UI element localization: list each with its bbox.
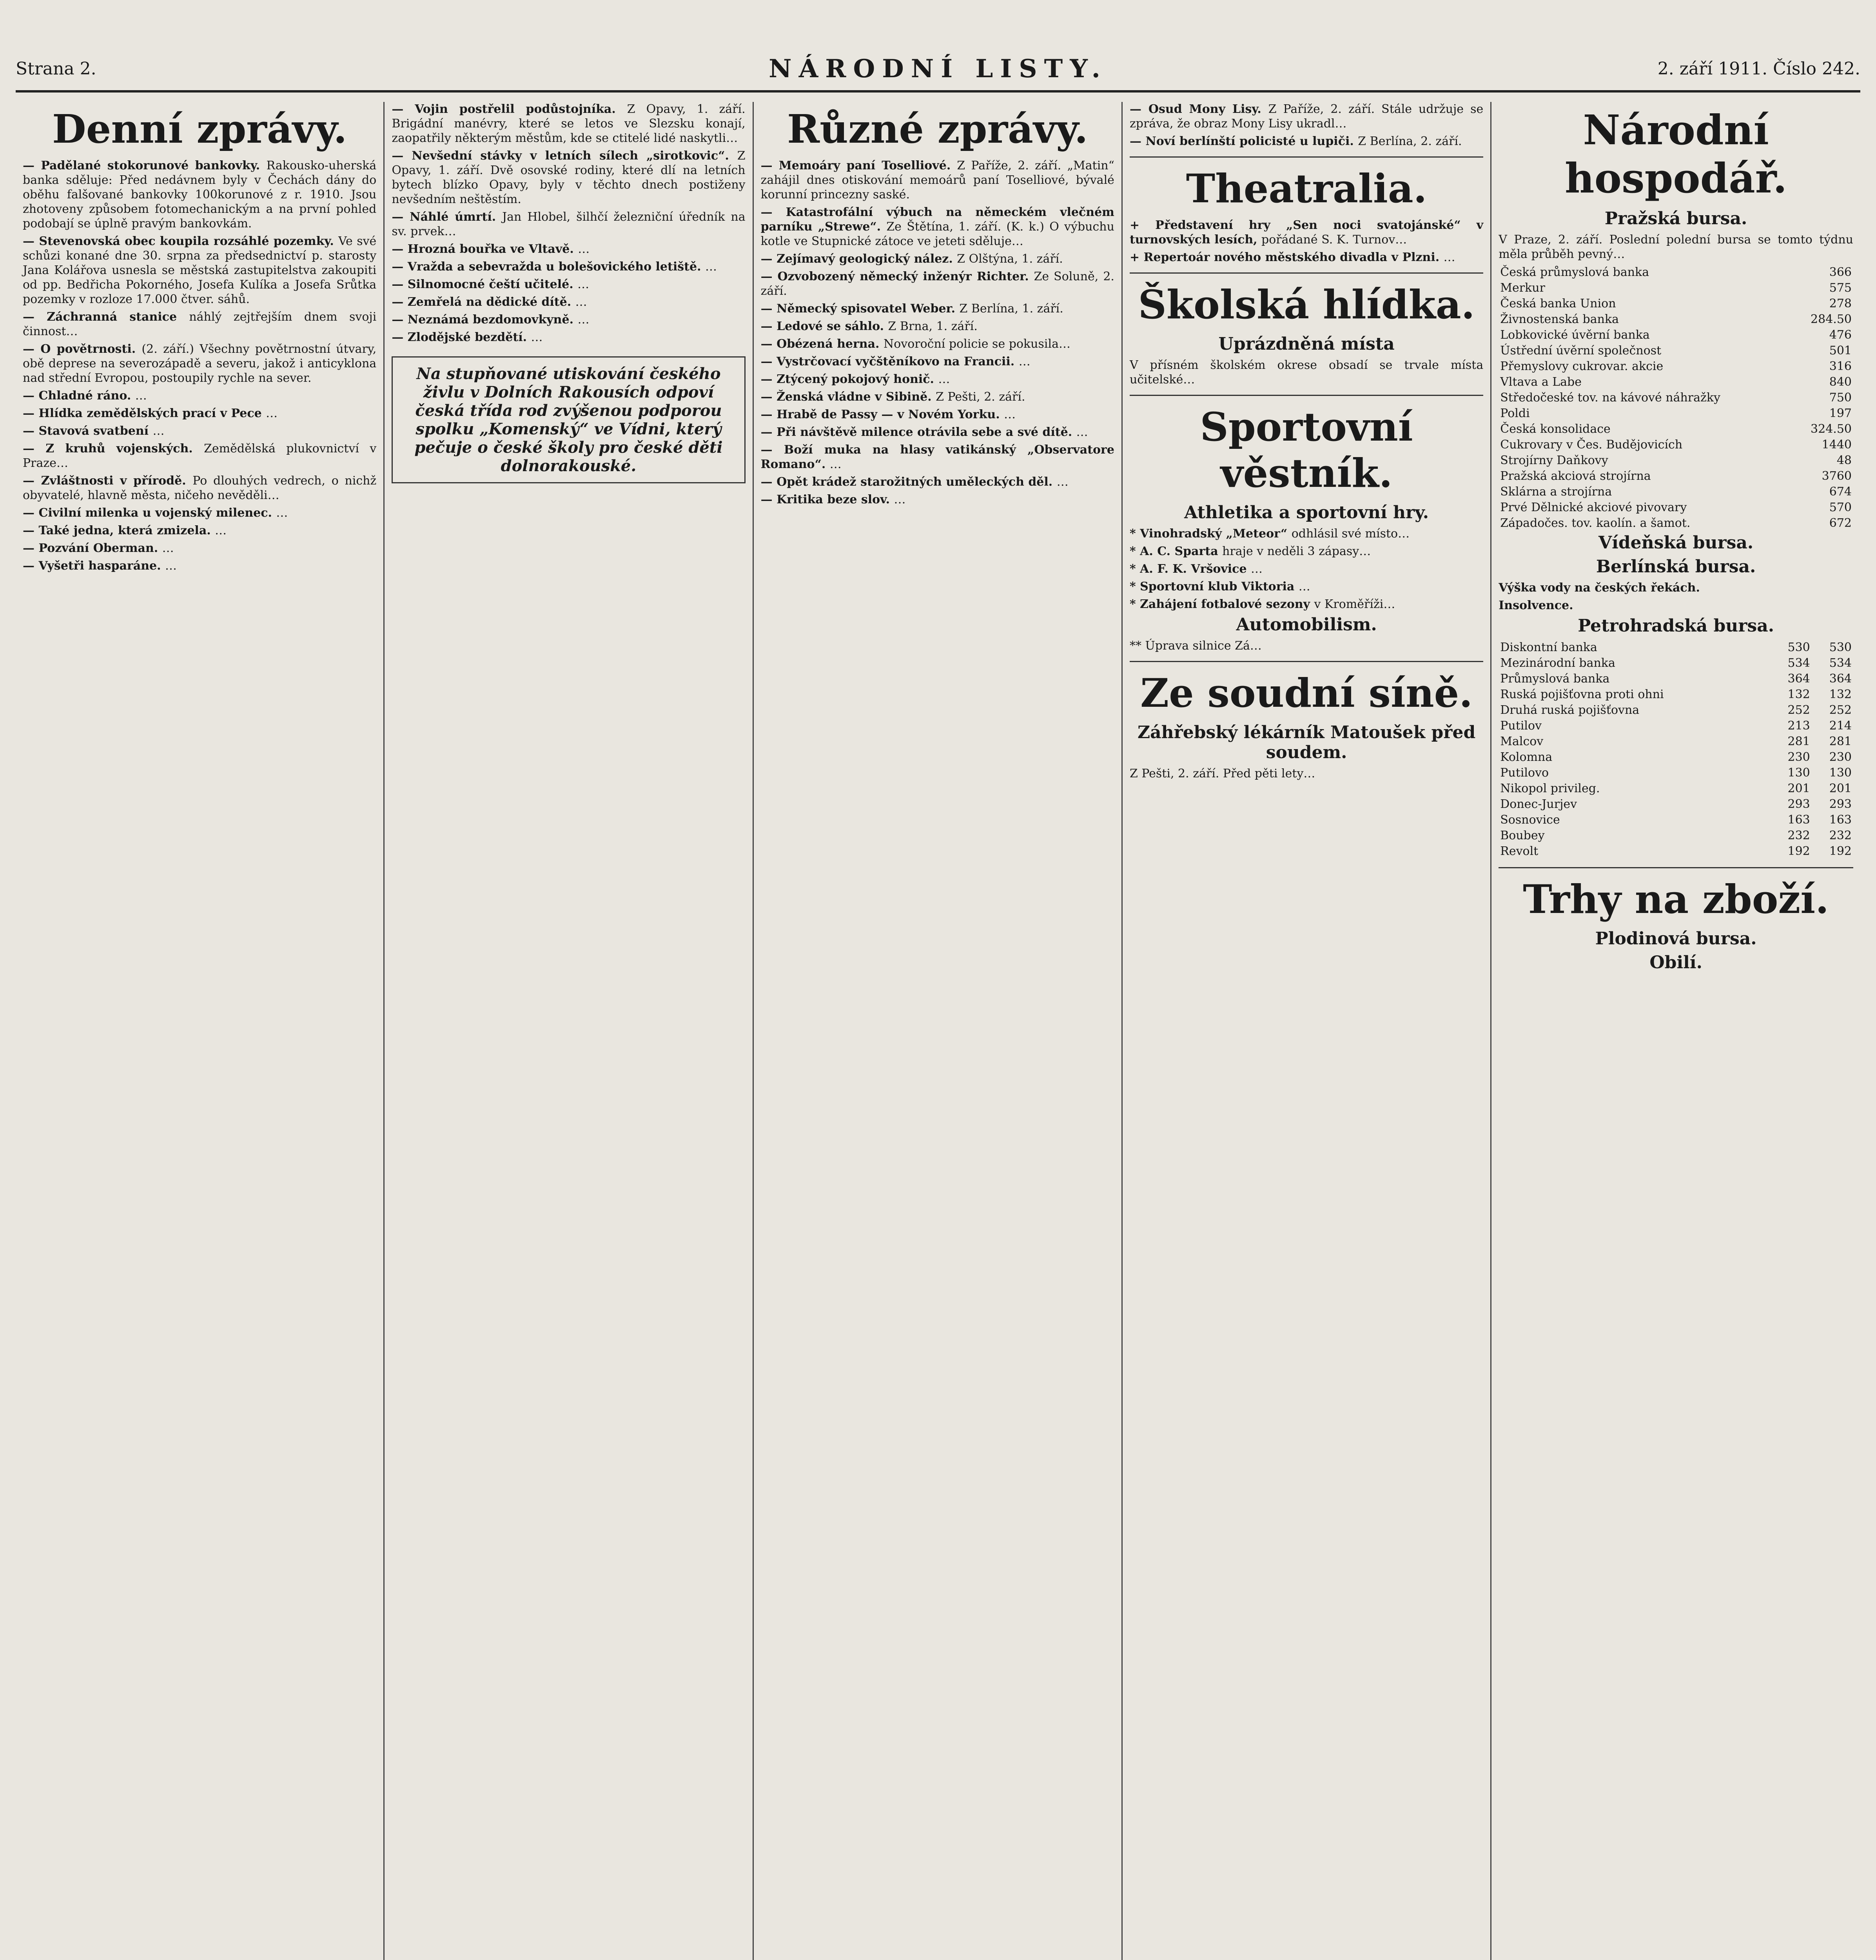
article-lead: — Záchranná stanice xyxy=(23,310,189,324)
article-lead: + Repertoár nového městského divadla v Plzni. xyxy=(1129,250,1444,264)
row-value: 163 xyxy=(1829,813,1852,827)
row-value: 230 xyxy=(1787,750,1810,764)
row-value: 201 xyxy=(1787,782,1810,795)
article xyxy=(23,342,376,385)
row-value: 197 xyxy=(1829,407,1852,420)
row-label: Vltava a Labe xyxy=(1500,375,1582,389)
sport-subtitle: Athletika a sportovní hry. xyxy=(1184,503,1429,523)
row-label: Ruská pojišťovna proti ohni xyxy=(1500,688,1664,701)
article-lead: * Vinohradský „Meteor“ xyxy=(1129,527,1292,541)
article-text: … xyxy=(829,457,842,471)
article-lead: — Nevšední stávky v letních sílech „sirotkovic“. xyxy=(392,149,737,163)
row-value: 324.50 xyxy=(1811,422,1852,436)
article-text: Ve své schůzi konané dne 30. srpna za předsednictví p. starosty Jana Kolářova usnesla se městská zastupitelstva zakoupiti od pp. Bedřicha Pokorného, Josefa Kulíka a Josefa Srůtka pozemky v rozloze 17.000 čtver. sáhů. xyxy=(23,234,377,306)
issue-date: 2. září 1911. Číslo 242. xyxy=(1657,58,1860,79)
article-text: Z Brna, 1. září. xyxy=(888,319,978,333)
article-lead: — Stevenovská obec koupila rozsáhlé pozemky. xyxy=(23,234,339,248)
article-lead: — Katastrofální výbuch na německém vlečném parníku „Strewe“. xyxy=(760,205,1114,234)
row-value: 530 xyxy=(1829,641,1852,654)
article-text: … xyxy=(938,372,950,386)
article-text: … xyxy=(1018,355,1031,368)
article-lead: * Sportovní klub Viktoria xyxy=(1129,580,1299,593)
table-row xyxy=(1499,500,1853,515)
article xyxy=(761,158,1114,202)
article-text: Z Pešti, 2. září. xyxy=(936,390,1025,404)
column-2-articles xyxy=(392,102,745,345)
article-lead: — Ozvobozený německý inženýr Richter. xyxy=(760,270,1034,283)
row-label: Přemyslovy cukrovar. akcie xyxy=(1500,359,1664,373)
table-row xyxy=(1499,484,1853,500)
row-label: Prvé Dělnické akciové pivovary xyxy=(1500,501,1687,514)
table-row xyxy=(1499,265,1853,280)
section-title-misc-news: Různé zprávy. xyxy=(787,106,1088,152)
column-3 xyxy=(754,102,1123,1960)
table-row xyxy=(1499,687,1853,702)
article-text: Zemědělská plukovnictví v Praze… xyxy=(23,442,377,470)
section-title-school: Školská hlídka. xyxy=(1138,281,1475,328)
article xyxy=(1130,579,1483,594)
table-row xyxy=(1499,390,1853,406)
section-title-daily-news: Denní zprávy. xyxy=(52,106,347,152)
row-label: Česká konsolidace xyxy=(1500,422,1611,436)
row-label: Merkur xyxy=(1500,281,1545,295)
row-value: 201 xyxy=(1829,782,1852,795)
column-4 xyxy=(1123,102,1491,1960)
table-row xyxy=(1499,437,1853,453)
article-lead: * A. C. Sparta xyxy=(1129,544,1223,558)
row-label: Pražská akciová strojírna xyxy=(1500,469,1651,483)
article-text: … xyxy=(266,407,278,420)
article-text: Po dlouhých vedrech, o nichž obyvatelé, hlavně města, ničeho nevěděli… xyxy=(23,474,377,502)
row-value: 278 xyxy=(1829,297,1852,310)
table-row xyxy=(1499,781,1853,797)
article xyxy=(761,319,1114,334)
article-text: Ze Štětína, 1. září. (K. k.) O výbuchu kotle ve Stupnické zátoce ve jeteti sděluje… xyxy=(760,220,1114,248)
row-value: 252 xyxy=(1829,703,1852,717)
table-row xyxy=(1499,468,1853,484)
article-text: Novoroční policie se pokusila… xyxy=(883,337,1070,351)
table-row xyxy=(1499,640,1853,655)
row-label: Lobkovické úvěrní banka xyxy=(1500,328,1650,342)
article-lead: — Zemřelá na dědické dítě. xyxy=(392,295,575,309)
row-label: Poldi xyxy=(1500,407,1530,420)
table-row xyxy=(1499,374,1853,390)
article xyxy=(761,354,1114,369)
article xyxy=(761,372,1114,387)
article xyxy=(1130,218,1483,247)
row-value: 501 xyxy=(1829,344,1852,358)
row-value: 293 xyxy=(1787,797,1810,811)
article xyxy=(392,102,745,145)
auto-text: ** Úprava silnice Zá… xyxy=(1129,639,1262,653)
article xyxy=(761,337,1114,351)
article xyxy=(23,158,376,231)
misc-news-articles xyxy=(761,158,1114,507)
article xyxy=(1130,544,1483,559)
row-value: 192 xyxy=(1829,844,1852,858)
row-value: 750 xyxy=(1829,391,1852,405)
article xyxy=(23,541,376,555)
article xyxy=(761,390,1114,404)
article-text: Jan Hlobel, šilhčí železniční úředník na sv. prvek… xyxy=(392,210,746,238)
row-value: 192 xyxy=(1787,844,1810,858)
article-text: (2. září.) Všechny povětrnostní útvary, obě deprese na severozápadě a severu, jakož i anticyklona nad střední Evropou, postoupily rychle na sever. xyxy=(23,342,377,385)
article xyxy=(1130,134,1483,149)
petrograd-table xyxy=(1499,640,1853,859)
article xyxy=(392,295,745,309)
article-text: Z Paříže, 2. září. „Matin“ zahájil dnes otiskování memoárů paní Toselliové, bývalé korunní princezny saské. xyxy=(760,159,1114,201)
auto-subtitle: Automobilism. xyxy=(1236,615,1377,635)
article-text: … xyxy=(575,295,587,309)
article-lead: — Zlodějské bezdětí. xyxy=(392,330,531,344)
column-2 xyxy=(385,102,753,1960)
article xyxy=(1130,102,1483,131)
article-lead: — Německý spisovatel Weber. xyxy=(760,302,960,316)
table-row xyxy=(1499,359,1853,374)
row-label: Česká banka Union xyxy=(1500,297,1616,310)
table-row xyxy=(1499,671,1853,687)
insolvency: Insolvence. xyxy=(1499,599,1573,612)
row-label: Živnostenská banka xyxy=(1500,312,1619,326)
row-value: 534 xyxy=(1829,656,1852,670)
table-row xyxy=(1499,296,1853,312)
article xyxy=(392,149,745,207)
row-value: 476 xyxy=(1829,328,1852,342)
table-row xyxy=(1499,797,1853,812)
section-title-sport: Sportovní věstník. xyxy=(1200,404,1413,496)
section-title-theatralia: Theatralia. xyxy=(1186,165,1427,212)
row-value: 364 xyxy=(1829,672,1852,686)
row-value: 1440 xyxy=(1822,438,1852,452)
row-label: Mezinárodní banka xyxy=(1500,656,1615,670)
article xyxy=(23,424,376,438)
article-lead: — O povětrnosti. xyxy=(23,342,142,356)
row-value: 281 xyxy=(1829,735,1852,748)
article-lead: — Osud Mony Lisy. xyxy=(1129,102,1268,116)
article-lead: — Chladné ráno. xyxy=(23,389,135,403)
article xyxy=(23,474,376,503)
article-lead: — Pozvání Oberman. xyxy=(23,541,162,555)
row-value: 281 xyxy=(1787,735,1810,748)
grain-title: Obilí. xyxy=(1649,953,1702,973)
article-text: … xyxy=(1004,408,1016,421)
article-text: … xyxy=(1076,425,1088,439)
article-text: v Kroměříži… xyxy=(1314,597,1395,611)
row-value: 213 xyxy=(1787,719,1810,733)
article-text: … xyxy=(1443,250,1455,264)
article-text: Z Opavy, 1. září. Brigádní manévry, které se letos ve Slezsku konají, zaopatřily některým městům, kde se ctitelé lidé naskytli… xyxy=(392,102,746,145)
table-row xyxy=(1499,702,1853,718)
article-text: Z Berlína, 2. září. xyxy=(1358,134,1462,148)
table-row xyxy=(1499,718,1853,734)
court-subtitle: Záhřebský lékárník Matoušek před soudem. xyxy=(1137,722,1476,762)
newspaper-page xyxy=(16,0,1860,1960)
article-text: … xyxy=(215,524,227,537)
article xyxy=(392,330,745,345)
section-title-markets: Trhy na zboží. xyxy=(1523,876,1829,922)
row-label: Diskontní banka xyxy=(1500,641,1597,654)
row-label: Průmyslová banka xyxy=(1500,672,1610,686)
section-title-court: Ze soudní síně. xyxy=(1140,670,1473,716)
article xyxy=(1130,526,1483,541)
article-lead: — Memoáry paní Toselliové. xyxy=(760,159,957,172)
article xyxy=(761,475,1114,489)
article-text: … xyxy=(152,424,165,438)
table-row xyxy=(1499,280,1853,296)
row-value: 840 xyxy=(1829,375,1852,389)
vienna-bourse-title: Vídeňská bursa. xyxy=(1598,533,1754,553)
row-value: 364 xyxy=(1787,672,1810,686)
row-label: Druhá ruská pojišťovna xyxy=(1500,703,1640,717)
row-value: 530 xyxy=(1787,641,1810,654)
row-label: Malcov xyxy=(1500,735,1544,748)
columns xyxy=(16,102,1860,1960)
row-value: 230 xyxy=(1829,750,1852,764)
article xyxy=(1130,597,1483,612)
table-row xyxy=(1499,343,1853,359)
row-value: 672 xyxy=(1829,516,1852,530)
article-text: Rakousko-uherská banka sděluje: Před nedávnem byly v Čechách dány do oběhu falšované bankovky 100korunové z r. 1910. Jsou zhotoveny způsobem fotomechanickým a na první pohled podobají se úplně pravým bankovkám. xyxy=(23,159,377,230)
row-value: 316 xyxy=(1829,359,1852,373)
article xyxy=(23,523,376,538)
row-value: 163 xyxy=(1787,813,1810,827)
table-row xyxy=(1499,828,1853,844)
row-value: 284.50 xyxy=(1811,312,1852,326)
table-row xyxy=(1499,312,1853,327)
article xyxy=(761,492,1114,507)
row-value: 366 xyxy=(1829,265,1852,279)
row-value: 674 xyxy=(1829,485,1852,499)
article-text: … xyxy=(531,330,543,344)
article-lead: — Zejímavý geologický nález. xyxy=(760,252,957,266)
article-text: … xyxy=(705,260,717,274)
page-number: Strana 2. xyxy=(16,58,96,79)
article-lead: — Náhlé úmrtí. xyxy=(392,210,503,224)
row-label: Putilovo xyxy=(1500,766,1549,780)
prague-bourse-title: Pražská bursa. xyxy=(1604,209,1747,229)
table-row xyxy=(1499,844,1853,859)
article-text: … xyxy=(162,541,174,555)
article xyxy=(761,407,1114,422)
article xyxy=(1130,250,1483,265)
article-lead: — Ledové se sáhlo. xyxy=(760,319,888,333)
row-value: 575 xyxy=(1829,281,1852,295)
section-title-economy: Národní hospodář. xyxy=(1565,106,1787,202)
article-lead: — Při návštěvě milence otrávila sebe a své dítě. xyxy=(760,425,1076,439)
article-lead: — Kritika beze slov. xyxy=(760,493,894,506)
article-lead: — Ztýcený pokojový honič. xyxy=(760,372,938,386)
table-row xyxy=(1499,655,1853,671)
article-text: … xyxy=(165,559,177,573)
row-label: Revolt xyxy=(1500,844,1539,858)
row-label: Sosnovice xyxy=(1500,813,1560,827)
article-lead: — Opět krádež starožitných uměleckých děl. xyxy=(760,475,1057,489)
table-row xyxy=(1499,765,1853,781)
court-text: Z Pešti, 2. září. Před pěti lety… xyxy=(1129,767,1315,780)
article xyxy=(23,406,376,421)
article-text: … xyxy=(578,242,590,256)
row-label: Donec-Jurjev xyxy=(1500,797,1577,811)
row-label: Česká průmyslová banka xyxy=(1500,265,1649,279)
article-text: … xyxy=(135,389,147,403)
article-text: Ze Soluně, 2. září. xyxy=(760,270,1114,298)
row-value: 570 xyxy=(1829,501,1852,514)
article-lead: — Civilní milenka u vojenský milenec. xyxy=(23,506,276,520)
article-lead: — Obézená herna. xyxy=(760,337,884,351)
petrograd-bourse-title: Petrohradská bursa. xyxy=(1578,616,1774,636)
article xyxy=(1130,562,1483,576)
masthead-title: NÁRODNÍ LISTY. xyxy=(769,54,1107,83)
article xyxy=(761,252,1114,266)
article-lead: — Padělané stokorunové bankovky. xyxy=(23,159,267,172)
table-row xyxy=(1499,421,1853,437)
row-label: Nikopol privileg. xyxy=(1500,782,1600,795)
school-text: V přísném školském okrese obsadí se trvale místa učitelské… xyxy=(1129,358,1484,387)
article-lead: — Ženská vládne v Sibině. xyxy=(760,390,936,404)
article-lead: — Vyšetři hasparáne. xyxy=(23,559,165,573)
article-lead: — Neznámá bezdomovkyně. xyxy=(392,313,578,327)
berlin-bourse-title: Berlínská bursa. xyxy=(1596,557,1756,577)
article-lead: — Hlídka zemědělských prací v Pece xyxy=(23,407,266,420)
article xyxy=(23,506,376,520)
table-row xyxy=(1499,812,1853,828)
theatralia-articles xyxy=(1130,218,1483,265)
article xyxy=(23,388,376,403)
article-text: Z Olštýna, 1. září. xyxy=(957,252,1063,266)
row-label: Sklárna a strojírna xyxy=(1500,485,1612,499)
row-value: 232 xyxy=(1787,829,1810,842)
row-label: Strojírny Daňkovy xyxy=(1500,454,1608,467)
row-value: 252 xyxy=(1787,703,1810,717)
prague-bourse-text: V Praze, 2. září. Poslední polední bursa se tomto týdnu měla průběh pevný… xyxy=(1499,233,1853,261)
sport-articles xyxy=(1130,526,1483,612)
table-row xyxy=(1499,515,1853,531)
article xyxy=(392,312,745,327)
row-value: 132 xyxy=(1829,688,1852,701)
article xyxy=(761,269,1114,298)
article-text: … xyxy=(1298,580,1310,593)
article-text: … xyxy=(894,493,906,506)
article xyxy=(761,205,1114,249)
article-lead: + Představení hry „Sen noci svatojánské“ v turnovských lesích, xyxy=(1129,218,1484,247)
article xyxy=(392,210,745,239)
article-text: Z Paříže, 2. září. Stále udržuje se zpráva, že obraz Mony Lisy ukradl… xyxy=(1129,102,1484,131)
article-lead: — Vojin postřelil podůstojníka. xyxy=(392,102,627,116)
row-label: Boubey xyxy=(1500,829,1545,842)
row-value: 3760 xyxy=(1822,469,1852,483)
article-text: … xyxy=(276,506,288,520)
article xyxy=(392,260,745,274)
article-text: pořádané S. K. Turnov… xyxy=(1261,233,1407,247)
column-1 xyxy=(16,102,385,1960)
komensky-notice: Na stupňované utiskování českého živlu v Dolních Rakousích odpoví česká třída rod zvýšenou podporou spolku „Komenský“ ve Vídni, který pečuje o české školy pro české děti dolnorakouské. xyxy=(392,356,745,483)
article-text: Z Opavy, 1. září. Dvě osovské rodiny, které dlí na letních bytech blízko Opavy, byly v těchto dnech postiženy nevšedním neštěstím. xyxy=(392,149,746,206)
article-text: … xyxy=(577,278,590,291)
daily-news-articles xyxy=(23,158,376,573)
article-text: Z Berlína, 1. září. xyxy=(959,302,1063,316)
article xyxy=(761,301,1114,316)
article xyxy=(761,425,1114,439)
article-lead: — Z kruhů vojenských. xyxy=(23,442,204,456)
water-levels: Výška vody na českých řekách. xyxy=(1499,581,1700,595)
row-label: Západočes. tov. kaolín. a šamot. xyxy=(1500,516,1691,530)
row-value: 232 xyxy=(1829,829,1852,842)
article-lead: — Boží muka na hlasy vatikánský „Observatore Romano“. xyxy=(760,443,1114,471)
row-label: Středočeské tov. na kávové náhražky xyxy=(1500,391,1720,405)
article xyxy=(23,234,376,307)
row-label: Putilov xyxy=(1500,719,1542,733)
article-text: odhlásil své místo… xyxy=(1291,527,1410,541)
article xyxy=(761,443,1114,472)
article-lead: * A. F. K. Vršovice xyxy=(1129,562,1251,576)
row-value: 48 xyxy=(1836,454,1852,467)
school-subtitle: Uprázdněná místa xyxy=(1218,334,1395,354)
article-text: náhlý zejtřejším dnem svoji činnost… xyxy=(23,310,377,338)
row-value: 132 xyxy=(1787,688,1810,701)
row-value: 214 xyxy=(1829,719,1852,733)
article xyxy=(23,559,376,573)
article-text: … xyxy=(577,313,590,327)
article-lead: — Hrozná bouřka ve Vltavě. xyxy=(392,242,578,256)
article-lead: — Silnomocné čeští učitelé. xyxy=(392,278,578,291)
article xyxy=(23,310,376,339)
stock-table xyxy=(1499,265,1853,531)
row-value: 293 xyxy=(1829,797,1852,811)
table-row xyxy=(1499,750,1853,765)
table-row xyxy=(1499,406,1853,421)
article xyxy=(392,277,745,292)
row-value: 534 xyxy=(1787,656,1810,670)
article-text: … xyxy=(1056,475,1069,489)
column-4-articles xyxy=(1130,102,1483,149)
row-value: 130 xyxy=(1829,766,1852,780)
article-lead: * Zahájení fotbalové sezony xyxy=(1129,597,1314,611)
article-lead: — Vražda a sebevražda u bolešovického letiště. xyxy=(392,260,705,274)
page-header xyxy=(16,47,1860,93)
article-lead: — Stavová svatbení xyxy=(23,424,153,438)
article-text: hraje v neděli 3 zápasy… xyxy=(1222,544,1371,558)
row-value: 130 xyxy=(1787,766,1810,780)
article-lead: — Vystrčovací vyčštěníkovo na Francii. xyxy=(760,355,1019,368)
table-row xyxy=(1499,453,1853,468)
table-row xyxy=(1499,734,1853,750)
article xyxy=(392,242,745,256)
commodity-bourse-title: Plodinová bursa. xyxy=(1595,929,1757,949)
article xyxy=(23,441,376,470)
row-label: Ústřední úvěrní společnost xyxy=(1500,344,1662,358)
article-lead: — Hrabě de Passy — v Novém Yorku. xyxy=(760,408,1004,421)
article-text: … xyxy=(1250,562,1263,576)
row-label: Cukrovary v Čes. Budějovicích xyxy=(1500,438,1683,452)
row-label: Kolomna xyxy=(1500,750,1553,764)
article-lead: — Noví berlínští policisté u lupiči. xyxy=(1129,134,1358,148)
table-row xyxy=(1499,327,1853,343)
column-5 xyxy=(1491,102,1860,1960)
article-lead: — Zvláštnosti v přírodě. xyxy=(23,474,193,488)
article-lead: — Také jedna, která zmizela. xyxy=(23,524,215,537)
